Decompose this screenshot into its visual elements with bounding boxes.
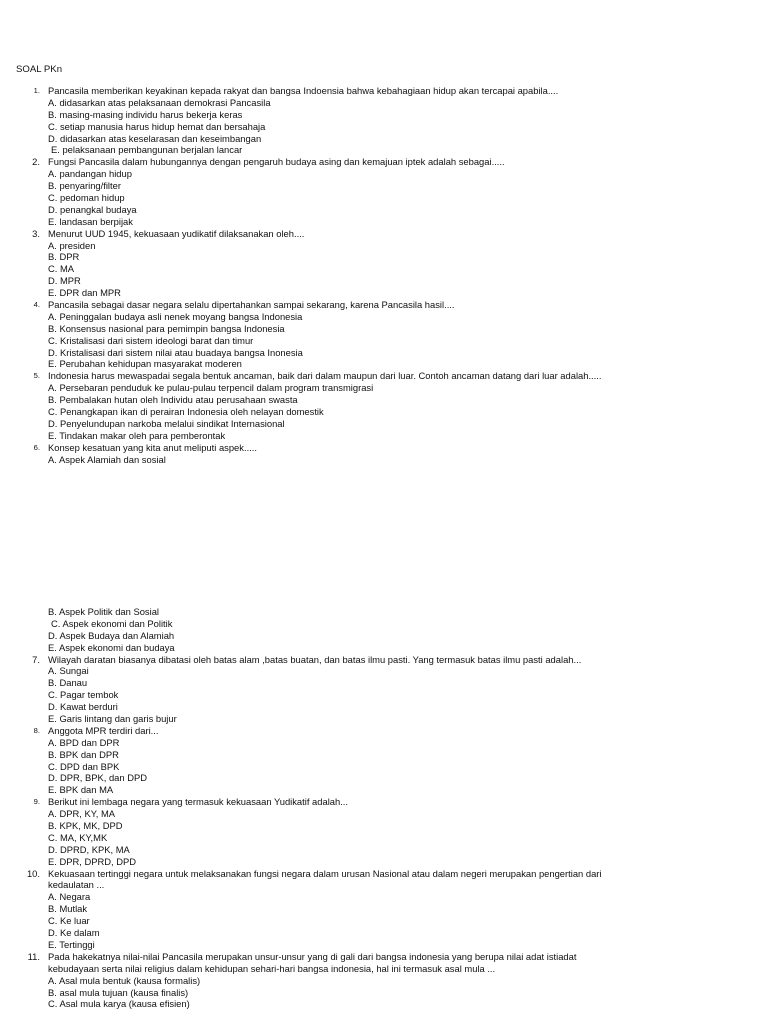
answer-option-row	[0, 689, 768, 701]
answer-option-row	[0, 749, 768, 761]
answer-option-text: C. Kristalisasi dari sistem ideologi barat dan timur	[48, 334, 254, 346]
answer-option-row	[0, 975, 768, 987]
question-row	[0, 156, 768, 168]
answer-option-row	[0, 394, 768, 406]
answer-option-text: B. Konsensus nasional para pemimpin bangsa Indonesia	[48, 322, 285, 334]
answer-option-row	[0, 713, 768, 725]
answer-option-row	[0, 963, 768, 975]
answer-option-text: B. Aspek Politik dan Sosial	[48, 606, 159, 617]
answer-option-row	[0, 808, 768, 820]
question-text: Pancasila sebagai dasar negara selalu dipertahankan sampai sekarang, karena Pancasila hasil....	[48, 299, 455, 311]
question-row	[0, 951, 768, 963]
answer-option-text: C. MA, KY,MK	[48, 831, 108, 843]
answer-option-row	[0, 903, 768, 915]
answer-option-row	[0, 844, 768, 856]
question-row	[0, 442, 768, 454]
question-row	[0, 370, 768, 382]
answer-option-row	[0, 323, 768, 335]
answer-option-row	[0, 240, 768, 252]
question-number: 5.	[33, 371, 40, 381]
answer-option-text: D. Kristalisasi dari sistem nilai atau buadaya bangsa Inonesia	[48, 346, 303, 358]
answer-option-row	[0, 630, 768, 642]
answer-option-text: B. DPR	[48, 251, 80, 263]
answer-option-text: A. BPD dan DPR	[48, 736, 120, 748]
answer-option-text: kedaulatan ...	[48, 879, 105, 891]
answer-option-text: C. DPD dan BPK	[48, 760, 120, 772]
answer-option-row	[0, 347, 768, 359]
answer-option-text: B. asal mula tujuan (kausa finalis)	[48, 986, 189, 998]
answer-option-row	[0, 915, 768, 927]
question-text: Fungsi Pancasila dalam hubungannya dengan pengaruh budaya asing dan kemajuan iptek adalah sebagai.....	[48, 156, 505, 168]
answer-option-row	[0, 216, 768, 228]
question-text: Berikut ini lembaga negara yang termasuk kekuasaan Yudikatif adalah...	[48, 796, 349, 808]
answer-option-text: E. BPK dan MA	[48, 784, 114, 796]
question-number: 6.	[33, 442, 40, 452]
answer-option-row	[0, 856, 768, 868]
answer-option-row	[0, 97, 768, 109]
answer-option-text: A. Peninggalan budaya asli nenek moyang bangsa Indonesia	[48, 310, 303, 322]
answer-option-text: E. landasan berpijak	[48, 215, 133, 227]
answer-option-text: A. didasarkan atas pelaksanaan demokrasi Pancasila	[48, 96, 271, 108]
answer-option-text: C. setiap manusia harus hidup hemat dan bersahaja	[48, 120, 266, 132]
answer-option-row	[0, 939, 768, 951]
answer-option-row	[0, 665, 768, 677]
answer-option-text: C. Penangkapan ikan di perairan Indonesia oleh nelayan domestik	[48, 406, 324, 418]
answer-option-row	[0, 133, 768, 145]
answer-option-row	[0, 287, 768, 299]
answer-option-row	[0, 406, 768, 418]
answer-option-row	[0, 998, 768, 1010]
answer-option-row	[0, 311, 768, 323]
answer-option-row	[0, 701, 768, 713]
answer-option-text: D. Penyelundupan narkoba melalui sindikat Internasional	[48, 417, 285, 429]
answer-option-text: B. penyaring/filter	[48, 180, 121, 192]
answer-option-row	[0, 358, 768, 370]
answer-option-text: B. masing-masing individu harus bekerja keras	[48, 108, 243, 120]
question-number: 8.	[33, 725, 40, 735]
answer-option-text: E. Tindakan makar oleh para pemberontak	[48, 429, 226, 441]
question-text: Pada hakekatnya nilai-nilai Pancasila merupakan unsur-unsur yang di gali dari bangsa indonesia yang berupa nilai adat istiadat	[48, 950, 577, 962]
question-text: Kekuasaan tertinggi negara untuk melaksanakan fungsi negara dalam urusan Nasional atau dalam negeri merupakan pengertian dari	[48, 867, 602, 879]
answer-option-row	[0, 454, 768, 466]
answer-option-row	[0, 618, 768, 630]
answer-option-text: A. DPR, KY, MA	[48, 808, 116, 820]
answer-option-text: D. MPR	[48, 275, 81, 287]
answer-option-row	[0, 192, 768, 204]
question-row	[0, 85, 768, 97]
answer-option-row	[0, 121, 768, 133]
answer-option-row	[0, 832, 768, 844]
answer-option-row	[0, 144, 768, 156]
answer-option-text: C. Pagar tembok	[48, 689, 119, 701]
answer-option-row	[0, 772, 768, 784]
answer-option-text: D. penangkal budaya	[48, 203, 137, 215]
answer-option-text: D. Ke dalam	[48, 927, 100, 939]
question-text: Konsep kesatuan yang kita anut meliputi aspek.....	[48, 441, 257, 453]
answer-option-text: C. Asal mula karya (kausa efisien)	[48, 998, 190, 1010]
question-text: Menurut UUD 1945, kekuasaan yudikatif dilaksanakan oleh....	[48, 227, 305, 239]
answer-option-text: D. Aspek Budaya dan Alamiah	[48, 629, 175, 641]
answer-option-text: B. Pembalakan hutan oleh Individu atau perusahaan swasta	[48, 394, 298, 406]
answer-option-text: C. Ke luar	[48, 915, 90, 927]
answer-option-text: E. pelaksanaan pembangunan berjalan lancar	[51, 144, 243, 156]
answer-option-row	[0, 987, 768, 999]
question-number: 2.	[32, 156, 40, 168]
answer-option-text: A. Asal mula bentuk (kausa formalis)	[48, 974, 201, 986]
answer-option-text: B. KPK, MK, DPD	[48, 820, 123, 832]
answer-option-row	[0, 927, 768, 939]
question-number: 1.	[33, 86, 40, 95]
answer-option-row	[0, 275, 768, 287]
answer-option-row	[0, 168, 768, 180]
question-row	[0, 299, 768, 311]
answer-option-text: kebudayaan serta nilai religius dalam kehidupan sehari-hari bangsa indonesia, hal ini termasuk asal mula ...	[48, 962, 496, 974]
answer-option-text: A. presiden	[48, 239, 96, 251]
answer-option-row	[0, 418, 768, 430]
answer-option-row	[0, 606, 768, 618]
answer-option-row	[0, 204, 768, 216]
answer-option-row	[0, 784, 768, 796]
answer-option-text: D. Kawat berduri	[48, 701, 118, 713]
question-number: 4.	[33, 300, 40, 310]
answer-option-text: E. Tertinggi	[48, 938, 95, 950]
answer-option-row	[0, 820, 768, 832]
answer-option-text: D. didasarkan atas keselarasan dan keseimbangan	[48, 132, 262, 144]
answer-option-row	[0, 382, 768, 394]
answer-option-row	[0, 642, 768, 654]
answer-option-text: B. BPK dan DPR	[48, 748, 119, 760]
answer-option-text: E. DPR, DPRD, DPD	[48, 855, 137, 867]
answer-option-text: C. pedoman hidup	[48, 192, 125, 204]
answer-option-row	[0, 879, 768, 891]
question-row	[0, 654, 768, 666]
answer-option-row	[0, 761, 768, 773]
question-number: 3.	[32, 227, 40, 239]
answer-option-text: D. DPRD, KPK, MA	[48, 843, 130, 855]
answer-option-text: A. Persebaran penduduk ke pulau-pulau terpencil dalam program transmigrasi	[48, 382, 374, 394]
answer-option-row	[0, 180, 768, 192]
question-row	[0, 228, 768, 240]
answer-option-row	[0, 677, 768, 689]
answer-option-row	[0, 430, 768, 442]
answer-option-text: D. DPR, BPK, dan DPD	[48, 772, 147, 784]
answer-option-text: A. pandangan hidup	[48, 168, 132, 180]
question-row	[0, 796, 768, 808]
question-text: Wilayah daratan biasanya dibatasi oleh batas alam ,batas buatan, dan batas ilmu pasti. Yang termasuk batas ilmu pasti adalah...	[48, 653, 582, 665]
answer-option-row	[0, 263, 768, 275]
answer-option-text: A. Negara	[48, 891, 91, 903]
answer-option-text: C. Aspek ekonomi dan Politik	[51, 617, 173, 629]
question-text: Indonesia harus mewaspadai segala bentuk ancaman, baik dari dalam maupun dari luar. Contoh ancaman datang dari luar adalah.....	[48, 370, 602, 382]
questions-part-2	[0, 606, 768, 1010]
answer-option-row	[0, 737, 768, 749]
answer-option-text: E. DPR dan MPR	[48, 287, 121, 299]
question-number: 11.	[27, 950, 40, 962]
answer-option-row	[0, 251, 768, 263]
answer-option-row	[0, 891, 768, 903]
document-title: SOAL PKn	[16, 64, 63, 75]
question-number: 9.	[33, 797, 40, 807]
answer-option-text: A. Sungai	[48, 665, 89, 677]
question-row	[0, 725, 768, 737]
questions-part-1	[0, 85, 768, 466]
answer-option-text: E. Aspek ekonomi dan budaya	[48, 641, 175, 653]
question-text: Pancasila memberikan keyakinan kepada rakyat dan bangsa Indoensia bahwa kebahagiaan hidup akan tercapai apabila....	[48, 85, 559, 96]
question-number: 7.	[32, 653, 40, 665]
answer-option-text: B. Danau	[48, 677, 88, 689]
answer-option-row	[0, 335, 768, 347]
answer-option-text: C. MA	[48, 263, 75, 275]
question-text: Anggota MPR terdiri dari...	[48, 724, 159, 736]
answer-option-row	[0, 109, 768, 121]
answer-option-text: E. Garis lintang dan garis bujur	[48, 713, 177, 725]
answer-option-text: B. Mutlak	[48, 903, 88, 915]
question-row	[0, 868, 768, 880]
answer-option-text: A. Aspek Alamiah dan sosial	[48, 453, 166, 465]
answer-option-text: E. Perubahan kehidupan masyarakat moderen	[48, 358, 242, 370]
question-number: 10.	[26, 867, 40, 879]
